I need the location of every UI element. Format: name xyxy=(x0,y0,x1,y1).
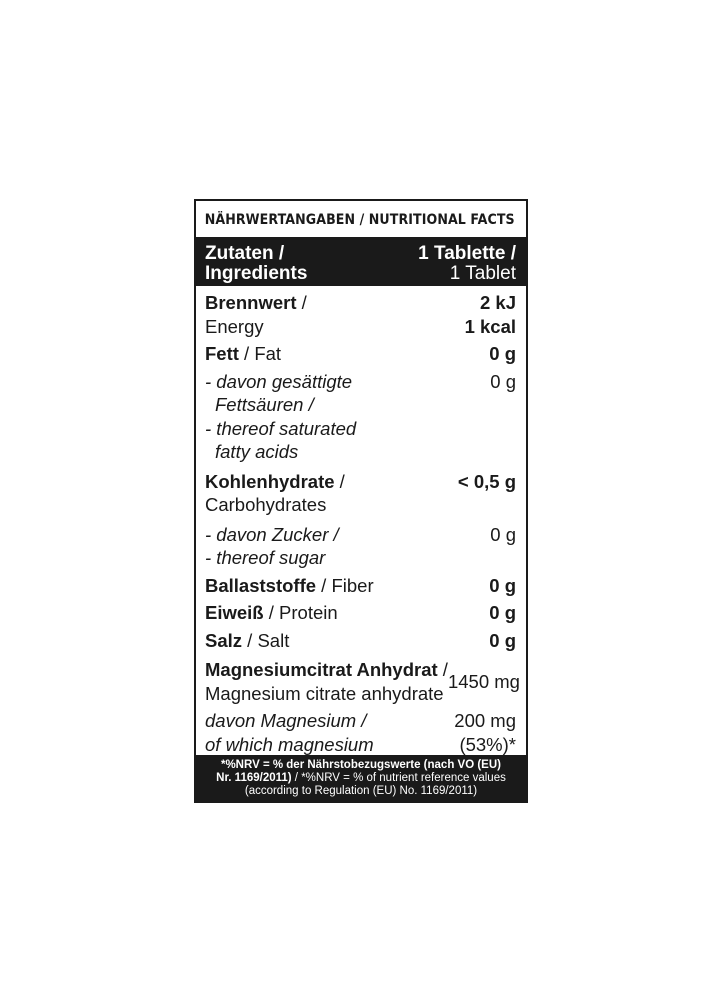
header-ingredients-en: Ingredients xyxy=(205,263,308,284)
carbs-label-en: Carbohydrates xyxy=(205,494,327,515)
fat-label-en: / Fat xyxy=(238,343,282,364)
header-ingredients-de: Zutaten / xyxy=(205,243,285,264)
footnote-line2a: Nr. 1169/2011) xyxy=(216,772,292,784)
table-header xyxy=(196,237,526,286)
footnote xyxy=(196,755,526,801)
footnote-line2b: / *%NRV = % of nutrient reference values xyxy=(291,772,506,784)
energy-label-en: Energy xyxy=(205,315,264,337)
fiber-value: 0 g xyxy=(489,574,516,596)
sugar-line2: - thereof sugar xyxy=(205,547,326,568)
sat-line3: - thereof saturated xyxy=(205,417,357,439)
sat-line2: Fettsäuren / xyxy=(215,394,314,415)
magnesium-value-nrv: (53%)* xyxy=(459,733,516,755)
sat-value: 0 g xyxy=(490,370,516,392)
magnesium-value-mg: 200 mg xyxy=(454,710,516,731)
sugar-value: 0 g xyxy=(490,523,516,545)
salt-label-de: Salz xyxy=(205,629,243,651)
protein-value: 0 g xyxy=(489,602,516,623)
fat-label-de: Fett xyxy=(205,343,239,364)
energy-sep: / xyxy=(296,292,307,313)
salt-label-en: / Salt xyxy=(242,629,290,651)
energy-label-de: Brennwert xyxy=(205,292,297,313)
footnote-line1: *%NRV = % der Nährstobezugswerte (nach VO (EU) xyxy=(220,759,501,771)
mag-citrate-sep: / xyxy=(437,659,448,680)
header-per-tablet-de: 1 Tablette / xyxy=(418,243,516,264)
panel-title: NÄHRWERTANGABEN / NUTRITIONAL FACTS xyxy=(204,212,515,228)
energy-value-kcal: 1 kcal xyxy=(464,315,516,337)
row-fat xyxy=(205,342,516,366)
row-sugar xyxy=(205,523,516,570)
fiber-label-de: Ballaststoffe xyxy=(205,574,317,596)
row-protein xyxy=(205,601,516,625)
row-magnesium-citrate xyxy=(205,658,520,705)
sugar-line1: - davon Zucker / xyxy=(205,523,339,545)
magnesium-line1: davon Magnesium / xyxy=(205,710,367,731)
header-per-tablet-en: 1 Tablet xyxy=(449,263,516,284)
nutrition-facts-panel xyxy=(194,199,528,803)
sat-line1: - davon gesättigte xyxy=(205,370,353,392)
fiber-label-en: / Fiber xyxy=(316,574,374,596)
row-carbohydrates xyxy=(205,470,516,517)
carbs-label-de: Kohlenhydrate xyxy=(205,470,335,492)
fat-value: 0 g xyxy=(489,343,516,364)
row-fiber xyxy=(205,574,516,598)
mag-citrate-label-de: Magnesiumcitrat Anhydrat xyxy=(205,659,438,680)
protein-label-en: / Protein xyxy=(263,602,338,623)
row-salt xyxy=(205,629,516,653)
protein-label-de: Eiweiß xyxy=(205,602,264,623)
salt-value: 0 g xyxy=(489,629,516,651)
row-magnesium xyxy=(205,709,516,756)
row-energy xyxy=(205,291,516,338)
nutrient-rows xyxy=(196,286,526,756)
carbs-value: < 0,5 g xyxy=(457,470,516,492)
magnesium-line2: of which magnesium xyxy=(205,733,374,755)
energy-value-kj: 2 kJ xyxy=(479,292,516,313)
header-per-tablet xyxy=(418,244,516,286)
carbs-sep: / xyxy=(334,470,345,492)
row-saturated-fat xyxy=(205,370,516,464)
header-ingredients xyxy=(205,244,307,286)
mag-citrate-label-en: Magnesium citrate anhydrate xyxy=(205,682,444,704)
sat-line4: fatty acids xyxy=(215,441,299,462)
mag-citrate-value: 1450 mg xyxy=(447,670,520,692)
footnote-line3: (according to Regulation (EU) No. 1169/2011) xyxy=(244,785,478,797)
